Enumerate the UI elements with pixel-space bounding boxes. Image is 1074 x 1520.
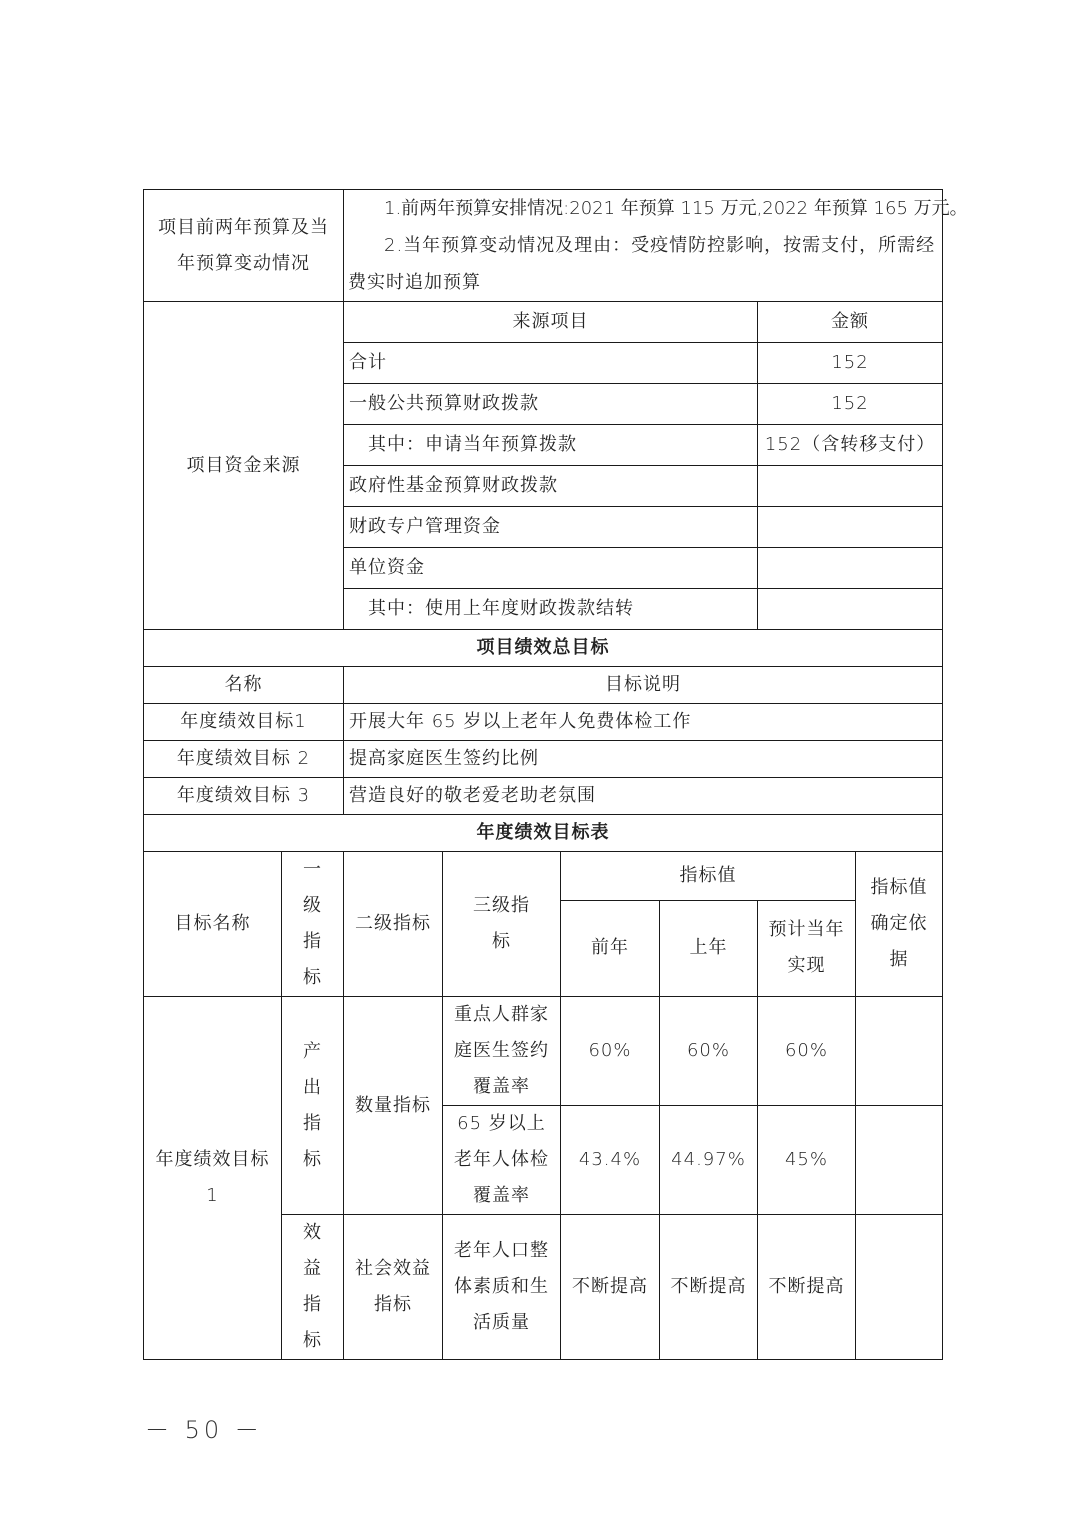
level1-col-header: 一级指标 xyxy=(282,852,344,997)
budget-history-line-1: 1.前两年预算安排情况:2021 年预算 115 万元,2022 年预算 165 万元。 xyxy=(384,198,968,219)
goal-desc-header: 目标说明 xyxy=(344,667,943,704)
basis-col-header: 指标值确定依据 xyxy=(856,852,943,997)
funding-source: 一般公共预算财政拨款 xyxy=(344,384,758,425)
value-expected: 60% xyxy=(758,997,856,1106)
overall-goal-row xyxy=(144,778,943,815)
level3-indicator: 65 岁以上老年人体检覆盖率 xyxy=(443,1106,561,1215)
funding-amount xyxy=(758,507,943,548)
overall-goals-header-row xyxy=(144,667,943,704)
value-prev2: 不断提高 xyxy=(561,1215,660,1360)
goal-name: 年度绩效目标 2 xyxy=(144,741,344,778)
goal-desc: 营造良好的敬老爱老助老氛围 xyxy=(344,778,943,815)
budget-history-label: 项目前两年预算及当年预算变动情况 xyxy=(144,190,344,302)
funding-sources-label: 项目资金来源 xyxy=(144,302,344,630)
funding-header-row xyxy=(144,302,943,343)
level3-indicator: 重点人群家庭医生签约覆盖率 xyxy=(443,997,561,1106)
goal-name-col-header: 目标名称 xyxy=(144,852,282,997)
value-prev2: 60% xyxy=(561,997,660,1106)
funding-source: 其中：申请当年预算拨款 xyxy=(344,425,758,466)
level3-indicator: 老年人口整体素质和生活质量 xyxy=(443,1215,561,1360)
goal-desc: 开展大年 65 岁以上老年人免费体检工作 xyxy=(344,704,943,741)
page-number: － 50 － xyxy=(145,1416,263,1444)
value-basis xyxy=(856,1106,943,1215)
value-expected: 不断提高 xyxy=(758,1215,856,1360)
annual-goal-name: 年度绩效目标 1 xyxy=(144,997,282,1360)
expected-col-header: 预计当年实现 xyxy=(758,900,856,996)
overall-goal-row xyxy=(144,704,943,741)
budget-history-line-2: 2.当年预算变动情况及理由：受疫情防控影响，按需支付，所需经费实时追加预算 xyxy=(348,235,936,293)
prev1-col-header: 上年 xyxy=(660,900,758,996)
funding-amount xyxy=(758,589,943,630)
funding-source: 财政专户管理资金 xyxy=(344,507,758,548)
goal-name-header: 名称 xyxy=(144,667,344,704)
annual-row xyxy=(144,997,943,1106)
goal-name: 年度绩效目标1 xyxy=(144,704,344,741)
value-group-header: 指标值 xyxy=(561,852,856,901)
value-prev1: 60% xyxy=(660,997,758,1106)
budget-table xyxy=(143,189,968,1360)
document-page xyxy=(143,189,968,1360)
level1-indicator: 产出指标 xyxy=(282,997,344,1215)
overall-goals-title: 项目绩效总目标 xyxy=(144,630,943,667)
funding-source: 单位资金 xyxy=(344,548,758,589)
level1-indicator: 效益指标 xyxy=(282,1215,344,1360)
level2-col-header: 二级指标 xyxy=(344,852,443,997)
annual-header-row-1 xyxy=(144,852,943,901)
level3-col-header: 三级指标 xyxy=(443,852,561,997)
goal-desc: 提高家庭医生签约比例 xyxy=(344,741,943,778)
funding-amount-header: 金额 xyxy=(758,302,943,343)
overall-goals-title-row xyxy=(144,630,943,667)
value-basis xyxy=(856,997,943,1106)
level2-indicator: 社会效益指标 xyxy=(344,1215,443,1360)
funding-amount: 152 xyxy=(758,384,943,425)
value-expected: 45% xyxy=(758,1106,856,1215)
budget-history-row xyxy=(144,190,943,302)
goal-name: 年度绩效目标 3 xyxy=(144,778,344,815)
value-prev1: 不断提高 xyxy=(660,1215,758,1360)
funding-source-header: 来源项目 xyxy=(344,302,758,343)
annual-table-title: 年度绩效目标表 xyxy=(144,815,943,852)
prev2-col-header: 前年 xyxy=(561,900,660,996)
funding-amount: 152（含转移支付） xyxy=(758,425,943,466)
funding-source: 政府性基金预算财政拨款 xyxy=(344,466,758,507)
funding-source: 合计 xyxy=(344,343,758,384)
funding-amount xyxy=(758,548,943,589)
overall-goal-row xyxy=(144,741,943,778)
funding-amount: 152 xyxy=(758,343,943,384)
value-prev1: 44.97% xyxy=(660,1106,758,1215)
annual-table-title-row xyxy=(144,815,943,852)
value-prev2: 43.4% xyxy=(561,1106,660,1215)
value-basis xyxy=(856,1215,943,1360)
funding-source: 其中：使用上年度财政拨款结转 xyxy=(344,589,758,630)
funding-amount xyxy=(758,466,943,507)
budget-history-text xyxy=(344,190,968,302)
level2-indicator: 数量指标 xyxy=(344,997,443,1215)
